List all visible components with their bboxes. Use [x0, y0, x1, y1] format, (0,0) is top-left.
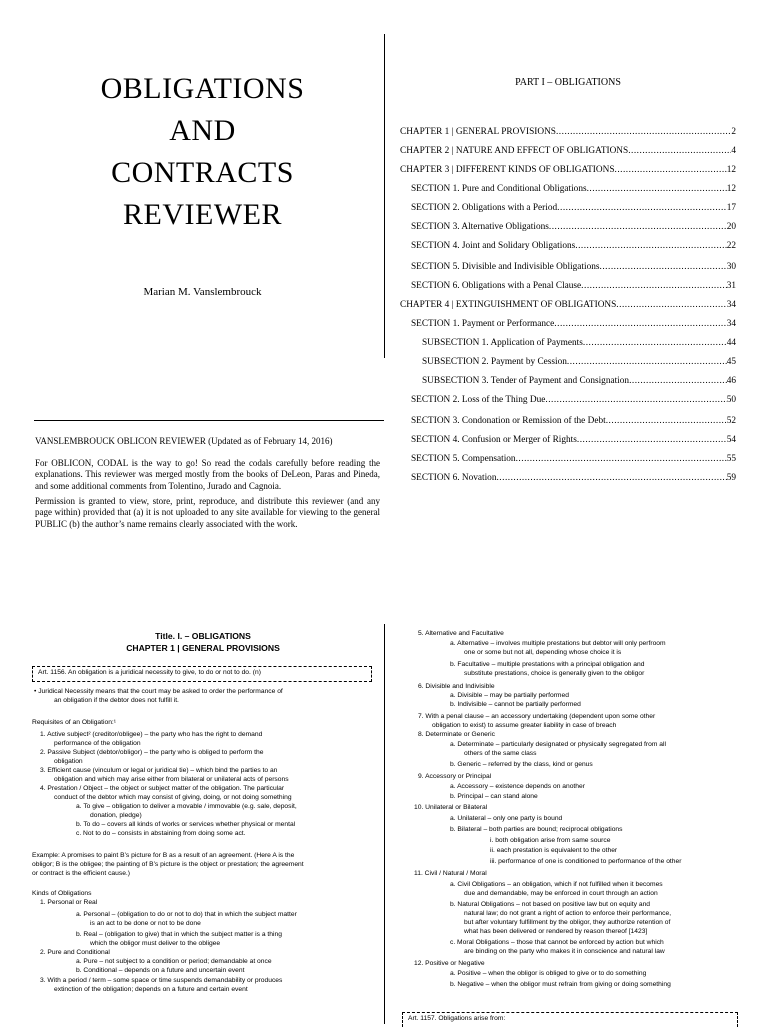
- body-line: obligor; B is the obligee; the painting of B’s picture is the object or prestation; the agreement: [32, 861, 304, 868]
- notice-paragraph-2: Permission is granted to view, store, print, reproduce, and distribute this reviewer (and any page within) provided that (a) it is not uploaded to any site available for viewing to the general PUBLIC (b) the author’s name remains clearly associated with the work.: [35, 496, 380, 529]
- body-line: natural law; do not grant a right of action to enforce their performance,: [464, 910, 672, 917]
- body-line: b. Bilateral – both parties are bound; reciprocal obligations: [450, 826, 623, 833]
- toc-entry-label: SECTION 3. Alternative Obligations: [411, 222, 549, 232]
- body-line: 9. Accessory or Principal: [418, 773, 492, 780]
- body-line: 3. Efficient cause (vinculum or legal or juridical tie) – which bind the parties to an: [40, 767, 278, 774]
- body-line: substitute prestations, choice is generally given to the obligor: [464, 670, 645, 677]
- body-line: are binding on the party who makes it in conscience and natural law: [464, 948, 665, 955]
- body-line: others of the same class: [464, 750, 537, 757]
- body-line: conduct of the debtor which may consist of giving, doing, or not doing something: [54, 794, 292, 801]
- body-line: 5. Alternative and Facultative: [418, 630, 504, 637]
- body-line: b. Negative – when the obligor must refrain from giving or doing something: [450, 981, 671, 988]
- toc-heading: PART I – OBLIGATIONS: [515, 77, 621, 88]
- toc-entry-page: 22: [726, 241, 736, 251]
- notice-title: VANSLEMBROUCK OBLICON REVIEWER (Updated as of February 14, 2016): [35, 436, 333, 446]
- toc-entry-page: 30: [726, 262, 736, 272]
- body-line: Kinds of Obligations: [32, 890, 92, 897]
- toc-entry-page: 31: [726, 281, 736, 291]
- body-line: Requisites of an Obligation:¹: [32, 719, 117, 726]
- body-line: b. Real – (obligation to give) that in which the subject matter is a thing: [76, 931, 282, 938]
- body-line: one or some but not all, depending whose choice it is: [464, 649, 622, 656]
- article-1157-text: Art. 1157. Obligations arise from:: [408, 1015, 506, 1022]
- body-line: b. Facultative – multiple prestations with a principal obligation and: [450, 661, 645, 668]
- cover-title-line-3: CONTRACTS: [111, 156, 294, 189]
- toc-entry-page: 55: [726, 454, 736, 464]
- cover-title-line-2: AND: [169, 114, 236, 147]
- article-1156-text: Art. 1156. An obligation is a juridical necessity to give, to do or not to do. (n): [38, 669, 261, 676]
- body-line: is an act to be done or not to be done: [90, 920, 201, 927]
- toc-entry-label: SUBSECTION 1. Application of Payments: [422, 338, 583, 348]
- body-line: a. To give – obligation to deliver a movable / immovable (e.g. sale, deposit,: [76, 803, 297, 810]
- toc-entry-page: 20: [726, 222, 736, 232]
- toc-entry-label: SECTION 6. Novation: [411, 473, 497, 483]
- toc-entry-page: 17: [726, 203, 736, 213]
- body-line: a. Divisible – may be partially performed: [450, 692, 569, 699]
- notice-paragraph-1: For OBLICON, CODAL is the way to go! So read the codals carefully before reading the explanations. This reviewer was merged mostly from the books of DeLeon, Paras and Pineda, and some additional comments from Tolentino, Jurado and Cagnoia.: [35, 458, 380, 491]
- body-line: performance of the obligation: [54, 740, 141, 747]
- body-line: b. Principal – can stand alone: [450, 793, 538, 800]
- body-line: obligation: [54, 758, 83, 765]
- body-line: or contract is the efficient cause.): [32, 870, 131, 877]
- body-line: b. Conditional – depends on a future and uncertain event: [76, 967, 245, 974]
- toc-entry-label: SECTION 4. Confusion or Merger of Rights: [411, 435, 577, 445]
- body-line: iii. performance of one is conditioned to performance of the other: [490, 858, 682, 865]
- toc-entry-label: SECTION 3. Condonation or Remission of the Debt: [411, 416, 606, 426]
- body-line: a. Alternative – involves multiple prestations but debtor will only perfroom: [450, 640, 666, 647]
- body-line: a. Determinate – particularly designated or physically segregated from all: [450, 741, 666, 748]
- body-line: 7. With a penal clause – an accessory undertaking (dependent upon some other: [418, 713, 656, 720]
- toc-entry-label: SECTION 1. Pure and Conditional Obligations: [411, 184, 587, 194]
- toc-entry-page: 59: [726, 473, 736, 483]
- body-line: 3. With a period / term – some space or time suspends demandability or produces: [40, 977, 283, 984]
- body-line: b. To do – covers all kinds of works or services whether physical or mental: [76, 821, 296, 828]
- toc-entry-label: SECTION 2. Obligations with a Period: [411, 203, 558, 213]
- body-line: c. Moral Obligations – those that cannot be enforced by action but which: [450, 939, 664, 946]
- title-heading: Title. I. – OBLIGATIONS: [155, 631, 251, 641]
- body-line: 6. Divisible and Indivisible: [418, 683, 495, 690]
- body-line: obligation to exist) to assume greater liability in case of breach: [432, 722, 617, 729]
- toc-entry-page: 45: [726, 357, 736, 367]
- body-line: 4. Prestation / Object – the object or subject matter of the obligation. The particular: [40, 785, 285, 792]
- body-line: which the obligor must deliver to the obligee: [90, 940, 221, 947]
- body-line: a. Pure – not subject to a condition or period; demandable at once: [76, 958, 272, 965]
- body-line: 8. Determinate or Generic: [418, 731, 495, 738]
- toc-entry-label: SECTION 6. Obligations with a Penal Clause: [411, 281, 582, 291]
- body-line: ii. each prestation is equivalent to the other: [490, 847, 618, 854]
- toc-entry-label: SUBSECTION 3. Tender of Payment and Consignation: [422, 376, 630, 386]
- left-column-body: [28, 0, 378, 1024]
- toc-entry-label: SECTION 1. Payment or Performance: [411, 319, 555, 329]
- body-line: but after voluntary fulfillment by the obligor, they authorize retention of: [464, 919, 671, 926]
- cover-title-line-4: REVIEWER: [123, 198, 282, 231]
- body-line: a. Positive – when the obligor is obliged to give or to do something: [450, 970, 647, 977]
- body-line: b. Generic – referred by the class, kind or genus: [450, 761, 593, 768]
- toc-entry-page: 4: [731, 146, 736, 156]
- body-line: a. Personal – (obligation to do or not to do) that in which the subject matter: [76, 911, 297, 918]
- body-line: b. Natural Obligations – not based on positive law but on equity and: [450, 901, 651, 908]
- toc-entry-page: 46: [726, 376, 736, 386]
- cover-title-line-1: OBLIGATIONS: [100, 72, 305, 105]
- body-line: 1. Active subject² (creditor/obligee) – the party who has the right to demand: [40, 731, 263, 738]
- body-line: 12. Positive or Negative: [414, 960, 485, 967]
- body-line: extinction of the obligation; depends on a future and certain event: [54, 986, 248, 993]
- toc-entry-page: 34: [726, 319, 736, 329]
- body-line: b. Indivisible – cannot be partially performed: [450, 701, 581, 708]
- toc-entry-page: 2: [731, 127, 736, 137]
- body-line: what has been delivered or rendered by reason thereof [1423]: [464, 928, 648, 935]
- toc-entry-page: 12: [726, 165, 736, 175]
- body-line: 2. Passive Subject (debtor/obligor) – the party who is obliged to perform the: [40, 749, 264, 756]
- toc-entry-label: SECTION 2. Loss of the Thing Due: [411, 395, 546, 405]
- body-line: Example: A promises to paint B’s picture for B as a result of an agreement. (Here A is the: [32, 852, 295, 859]
- right-column-body: [404, 0, 740, 1024]
- body-line: i. both obligation arise from same source: [490, 837, 611, 844]
- toc-entry-label: CHAPTER 4 | EXTINGUISHMENT OF OBLIGATIONS: [400, 300, 617, 310]
- toc-entry-page: 52: [726, 416, 736, 426]
- chapter-heading: CHAPTER 1 | GENERAL PROVISIONS: [126, 643, 280, 653]
- toc-entry-label: SECTION 5. Compensation: [411, 454, 516, 464]
- page2-divider: [384, 624, 385, 1024]
- body-line: due and demandable, may be enforced in court through an action: [464, 890, 658, 897]
- toc-entry-label: CHAPTER 2 | NATURE AND EFFECT OF OBLIGATIONS: [400, 146, 629, 156]
- toc-entry-page: 54: [726, 435, 736, 445]
- toc-entry-label: SUBSECTION 2. Payment by Cession: [422, 357, 567, 367]
- toc-entry-page: 44: [726, 338, 736, 348]
- cover-divider: [384, 34, 385, 358]
- body-line: 1. Personal or Real: [40, 899, 98, 906]
- body-line: a. Civil Obligations – an obligation, which if not fulfilled when it becomes: [450, 881, 663, 888]
- body-line: 10. Unilateral or Bilateral: [414, 804, 488, 811]
- toc-entry-page: 50: [726, 395, 736, 405]
- body-line: 2. Pure and Conditional: [40, 949, 110, 956]
- toc-entry-label: CHAPTER 1 | GENERAL PROVISIONS: [400, 127, 556, 137]
- body-line: obligation and which may arise either from bilateral or unilateral acts of persons: [54, 776, 289, 783]
- toc-entry-label: SECTION 5. Divisible and Indivisible Obligations: [411, 262, 600, 272]
- toc-entry-page: 12: [726, 184, 736, 194]
- body-line: c. Not to do – consists in abstaining from doing some act.: [76, 830, 246, 837]
- body-line: • Juridical Necessity means that the court may be asked to order the performance of: [34, 688, 283, 695]
- body-line: a. Unilateral – only one party is bound: [450, 815, 563, 822]
- body-line: an obligation if the debtor does not fulfill it.: [54, 697, 179, 704]
- toc-entry-label: CHAPTER 3 | DIFFERENT KINDS OF OBLIGATIONS: [400, 165, 615, 175]
- body-line: donation, pledge): [90, 812, 142, 819]
- body-line: a. Accessory – existence depends on another: [450, 783, 585, 790]
- toc-entry-label: SECTION 4. Joint and Solidary Obligations: [411, 241, 576, 251]
- toc-entry-page: 34: [726, 300, 736, 310]
- cover-author: Marian M. Vanslembrouck: [143, 286, 262, 298]
- body-line: 11. Civil / Natural / Moral: [414, 870, 487, 877]
